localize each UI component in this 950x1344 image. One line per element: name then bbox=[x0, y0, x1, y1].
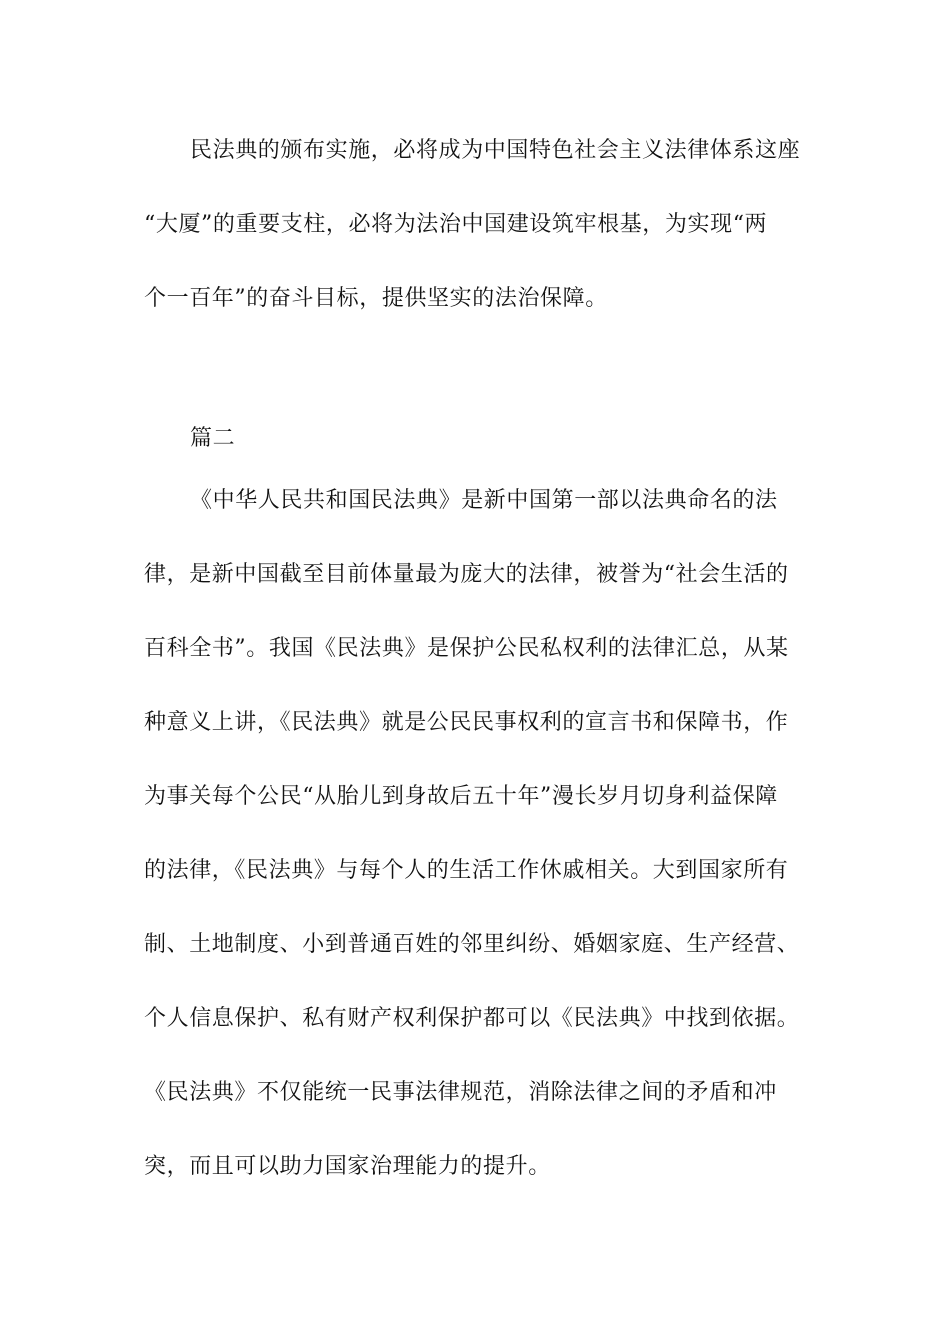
section-heading: 篇二 bbox=[190, 426, 236, 451]
paragraph-2-line-8: 个人信息保护、私有财产权利保护都可以《民法典》中找到依据。 bbox=[144, 1006, 800, 1031]
paragraph-1-line-3: 个一百年”的奋斗目标，提供坚实的法治保障。 bbox=[144, 286, 608, 311]
paragraph-1-line-1: 民法典的颁布实施，必将成为中国特色社会主义法律体系这座 bbox=[190, 138, 801, 163]
paragraph-2-line-10: 突，而且可以助力国家治理能力的提升。 bbox=[144, 1154, 551, 1179]
paragraph-2-line-5: 为事关每个公民“从胎儿到身故后五十年”漫长岁月切身利益保障 bbox=[144, 784, 778, 809]
paragraph-1-line-2: “大厦”的重要支柱，必将为法治中国建设筑牢根基，为实现“两 bbox=[144, 212, 768, 237]
paragraph-2-line-9: 《民法典》不仅能统一民事法律规范，消除法律之间的矛盾和冲 bbox=[144, 1080, 777, 1105]
paragraph-2-line-1: 《中华人民共和国民法典》是新中国第一部以法典命名的法 bbox=[190, 488, 778, 513]
paragraph-2-line-2: 律，是新中国截至目前体量最为庞大的法律，被誉为“社会生活的 bbox=[144, 562, 789, 587]
paragraph-2-line-6: 的法律，《民法典》与每个人的生活工作休戚相关。大到国家所有 bbox=[144, 858, 789, 883]
paragraph-2-line-4: 种意义上讲，《民法典》就是公民民事权利的宣言书和保障书，作 bbox=[144, 710, 789, 735]
paragraph-2-line-3: 百科全书”。我国《民法典》是保护公民私权利的法律汇总，从某 bbox=[144, 636, 789, 661]
paragraph-2-line-7: 制、土地制度、小到普通百姓的邻里纠纷、婚姻家庭、生产经营、 bbox=[144, 932, 800, 957]
